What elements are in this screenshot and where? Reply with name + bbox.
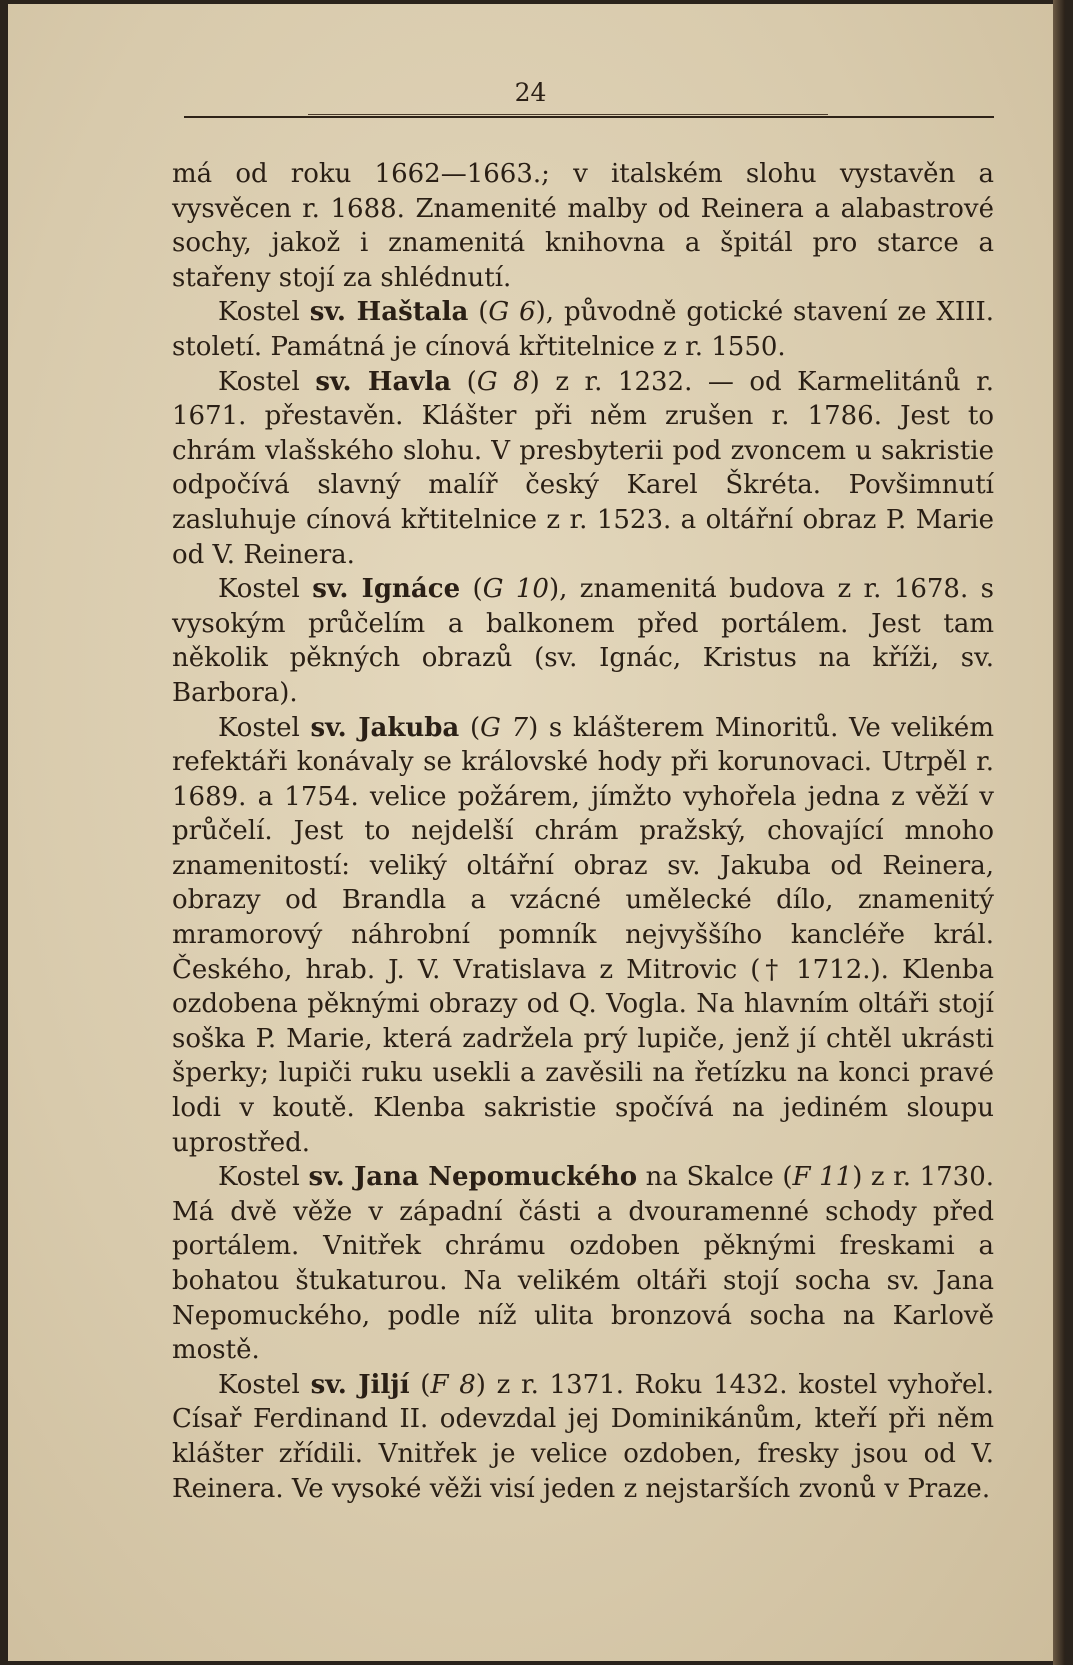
map-reference: F 11 — [792, 1162, 853, 1193]
paragraph-text: Kostel — [218, 1369, 311, 1400]
header-rule — [184, 116, 994, 118]
paragraph-text: na Skalce ( — [637, 1162, 793, 1193]
paragraph-text: ( — [460, 574, 483, 605]
paragraph-text: ( — [451, 366, 477, 397]
book-page — [8, 4, 1053, 1661]
paragraph-text: ), znamenitá budova z r. 1678. s vysokým průčelím a balkonem před portálem. Jest tam několik pěkných obrazů (sv. Ignác, Kristus na kříži, sv. Barbora). — [172, 574, 994, 708]
paragraph-text: ) z r. 1730. Má dvě věže v západní části a dvouramenné schody před portálem. Vnitřek chrámu ozdoben pěknými freskami a bohatou štukaturou. Na velikém oltáři stojí socha sv. Jana Nepomuckého, podle níž ulita bronzová socha na Karlově mostě. — [172, 1162, 995, 1366]
church-name: sv. Havla — [315, 366, 452, 397]
body-text — [172, 157, 994, 1506]
paragraph-text: má od roku 1662—1663.; v italském slohu vystavěn a vysvěcen r. 1688. Znamenité malby od Reinera a alabastrové sochy, jakož i znamenitá knihovna a špitál pro starce a stařeny stojí za shlédnutí. — [172, 159, 994, 293]
paragraph-text: ( — [459, 712, 481, 743]
church-name: sv. Haštala — [309, 297, 469, 328]
paragraph-text: Kostel — [218, 297, 310, 328]
paragraph — [172, 711, 994, 1161]
map-reference: G 7 — [480, 712, 529, 743]
paragraph-text: Kostel — [218, 574, 313, 605]
paragraph — [172, 1368, 994, 1506]
paragraph-text: ), původně gotické stavení ze XIII. století. Památná je cínová křtitelnice z r. 1550. — [172, 297, 994, 362]
paragraph-text: Kostel — [218, 366, 316, 397]
page-number: 24 — [514, 78, 547, 107]
church-name: sv. Jiljí — [310, 1369, 410, 1400]
paragraph-text: ) s klášterem Minoritů. Ve velikém refektáři konávaly se královské hody při korunovaci. Utrpěl r. 1689. a 1754. velice požárem, jímžto vyhořela jedna z věží v průčelí. Jest to nejdelší chrám pražský, chovající mnoho znamenitostí: veliký oltářní obraz sv. Jakuba od Reinera, obrazy od Brandla a vzácné umělecké dílo, znamenitý mramorový náhrobní pomník nejvyššího kancléře král. Českého, hrab. J. V. Vratislava z Mitrovic († 1712.). Klenba ozdobena pěknými obrazy od Q. Vogla. Na hlavním oltáři stojí soška P. Marie, která zadržela prý lupiče, jenž jí chtěl ukrásti šperky; lupiči ruku usekli a zavěsili na řetízku na konci pravé lodi v koutě. Klenba sakristie spočívá na jediném sloupu uprostřed. — [172, 712, 994, 1158]
book-page-edge — [1053, 0, 1065, 1665]
paragraph — [172, 365, 994, 573]
paragraph-text: ) z r. 1232. — od Karmelitánů r. 1671. přestavěn. Klášter při něm zrušen r. 1786. Jest to chrám vlašského slohu. V presbyterii pod zvoncem u sakristie odpočívá slavný malíř český Karel Škréta. Povšimnutí zasluhuje cínová křtitelnice z r. 1523. a oltářní obraz P. Marie od V. Reinera. — [172, 366, 995, 570]
church-name: sv. Ignáce — [312, 574, 461, 605]
church-name: sv. Jakuba — [310, 712, 460, 743]
paragraph-text: Kostel — [218, 1162, 309, 1193]
paragraph — [172, 295, 994, 364]
church-name: sv. Jana Nepomuckého — [308, 1162, 638, 1193]
paragraph — [172, 157, 994, 295]
paragraph — [172, 572, 994, 710]
paragraph-text: ( — [468, 297, 489, 328]
map-reference: F 8 — [430, 1369, 476, 1400]
paragraph-text: ( — [409, 1369, 431, 1400]
map-reference: G 10 — [482, 574, 549, 605]
map-reference: G 6 — [488, 297, 536, 328]
header-rule-secondary — [308, 114, 828, 115]
paragraph-text: Kostel — [218, 712, 311, 743]
paragraph-text: ) z r. 1371. Roku 1432. kostel vyhořel. Císař Ferdinand II. odevzdal jej Dominikánům, kteří při něm klášter zřídili. Vnitřek je velice ozdoben, fresky jsou od V. Reinera. Ve vysoké věži visí jeden z nejstarších zvonů v Praze. — [172, 1369, 995, 1504]
map-reference: G 8 — [476, 366, 530, 397]
paragraph — [172, 1160, 994, 1368]
